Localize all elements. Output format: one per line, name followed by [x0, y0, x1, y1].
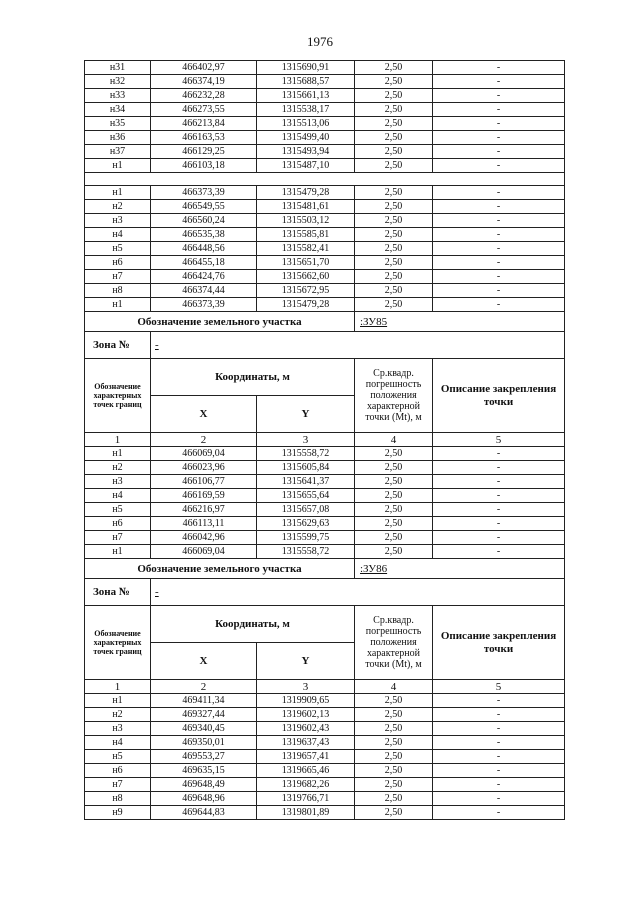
table-row [85, 228, 565, 242]
point-id-cell: н2 [85, 200, 151, 214]
description-cell: - [433, 806, 565, 820]
x-coordinate-cell: 466273,55 [151, 103, 257, 117]
point-id-cell: н7 [85, 778, 151, 792]
point-id-cell: н32 [85, 75, 151, 89]
table-row [85, 200, 565, 214]
error-cell: 2,50 [355, 61, 433, 75]
x-coordinate-cell: 466129,25 [151, 145, 257, 159]
description-cell: - [433, 242, 565, 256]
x-coordinate-cell: 466549,55 [151, 200, 257, 214]
table-row [85, 517, 565, 531]
column-number-cell: 1 [85, 680, 151, 694]
y-coordinate-cell: 1315662,60 [257, 270, 355, 284]
table-row [85, 256, 565, 270]
zone-row [85, 579, 565, 606]
table-row [85, 103, 565, 117]
header-error: Ср.квадр. погрешность положения характерной точки (Mt), м [355, 606, 433, 680]
error-cell: 2,50 [355, 694, 433, 708]
parcel-id: :ЗУ85 [355, 312, 565, 332]
error-cell: 2,50 [355, 447, 433, 461]
point-id-cell: н5 [85, 503, 151, 517]
y-coordinate-cell: 1315672,95 [257, 284, 355, 298]
table-row [85, 117, 565, 131]
error-cell: 2,50 [355, 159, 433, 173]
description-cell: - [433, 256, 565, 270]
table-row [85, 722, 565, 736]
description-cell: - [433, 694, 565, 708]
x-coordinate-cell: 469644,83 [151, 806, 257, 820]
y-coordinate-cell: 1315629,63 [257, 517, 355, 531]
error-cell: 2,50 [355, 750, 433, 764]
point-id-cell: н1 [85, 545, 151, 559]
description-cell: - [433, 159, 565, 173]
column-number-cell: 1 [85, 433, 151, 447]
column-number-cell: 4 [355, 680, 433, 694]
description-cell: - [433, 145, 565, 159]
description-cell: - [433, 722, 565, 736]
table-row [85, 242, 565, 256]
error-cell: 2,50 [355, 475, 433, 489]
x-coordinate-cell: 466023,96 [151, 461, 257, 475]
parcel-label: Обозначение земельного участка [85, 312, 355, 332]
point-id-cell: н1 [85, 159, 151, 173]
parcel-label: Обозначение земельного участка [85, 559, 355, 579]
error-cell: 2,50 [355, 461, 433, 475]
error-cell: 2,50 [355, 103, 433, 117]
y-coordinate-cell: 1315605,84 [257, 461, 355, 475]
description-cell: - [433, 89, 565, 103]
point-id-cell: н3 [85, 475, 151, 489]
error-cell: 2,50 [355, 531, 433, 545]
x-coordinate-cell: 466373,39 [151, 298, 257, 312]
x-coordinate-cell: 466069,04 [151, 545, 257, 559]
error-cell: 2,50 [355, 256, 433, 270]
column-number-cell: 5 [433, 433, 565, 447]
column-numbers-row [85, 433, 565, 447]
x-coordinate-cell: 466424,76 [151, 270, 257, 284]
description-cell: - [433, 117, 565, 131]
point-id-cell: н1 [85, 694, 151, 708]
description-cell: - [433, 200, 565, 214]
description-cell: - [433, 186, 565, 200]
point-id-cell: н36 [85, 131, 151, 145]
point-id-cell: н1 [85, 186, 151, 200]
point-id-cell: н6 [85, 256, 151, 270]
y-coordinate-cell: 1315558,72 [257, 545, 355, 559]
table-row [85, 792, 565, 806]
x-coordinate-cell: 466535,38 [151, 228, 257, 242]
table-row [85, 475, 565, 489]
point-id-cell: н5 [85, 750, 151, 764]
y-coordinate-cell: 1319682,26 [257, 778, 355, 792]
description-cell: - [433, 736, 565, 750]
y-coordinate-cell: 1315585,81 [257, 228, 355, 242]
description-cell: - [433, 75, 565, 89]
y-coordinate-cell: 1315651,70 [257, 256, 355, 270]
table-row [85, 461, 565, 475]
error-cell: 2,50 [355, 517, 433, 531]
y-coordinate-cell: 1315481,61 [257, 200, 355, 214]
column-number-cell: 3 [257, 680, 355, 694]
x-coordinate-cell: 466374,19 [151, 75, 257, 89]
table-row [85, 531, 565, 545]
table-row [85, 708, 565, 722]
coordinates-table [84, 60, 565, 820]
point-id-cell: н33 [85, 89, 151, 103]
y-coordinate-cell: 1319665,46 [257, 764, 355, 778]
zone-value: - [151, 579, 565, 606]
point-id-cell: н6 [85, 764, 151, 778]
point-id-cell: н4 [85, 736, 151, 750]
zone-label: Зона № [85, 579, 151, 606]
x-coordinate-cell: 469411,34 [151, 694, 257, 708]
header-x: X [151, 643, 257, 680]
zone-value: - [151, 332, 565, 359]
x-coordinate-cell: 466042,96 [151, 531, 257, 545]
description-cell: - [433, 531, 565, 545]
x-coordinate-cell: 469635,15 [151, 764, 257, 778]
description-cell: - [433, 778, 565, 792]
y-coordinate-cell: 1319801,89 [257, 806, 355, 820]
x-coordinate-cell: 469553,27 [151, 750, 257, 764]
y-coordinate-cell: 1315479,28 [257, 298, 355, 312]
y-coordinate-cell: 1315479,28 [257, 186, 355, 200]
error-cell: 2,50 [355, 736, 433, 750]
separator-cell [85, 173, 565, 186]
error-cell: 2,50 [355, 214, 433, 228]
y-coordinate-cell: 1319602,43 [257, 722, 355, 736]
description-cell: - [433, 447, 565, 461]
x-coordinate-cell: 466448,56 [151, 242, 257, 256]
description-cell: - [433, 214, 565, 228]
error-cell: 2,50 [355, 298, 433, 312]
y-coordinate-cell: 1319909,65 [257, 694, 355, 708]
table-row [85, 778, 565, 792]
x-coordinate-cell: 466455,18 [151, 256, 257, 270]
y-coordinate-cell: 1315661,13 [257, 89, 355, 103]
y-coordinate-cell: 1319637,43 [257, 736, 355, 750]
y-coordinate-cell: 1315690,91 [257, 61, 355, 75]
x-coordinate-cell: 466169,59 [151, 489, 257, 503]
description-cell: - [433, 792, 565, 806]
y-coordinate-cell: 1319602,13 [257, 708, 355, 722]
x-coordinate-cell: 466560,24 [151, 214, 257, 228]
error-cell: 2,50 [355, 89, 433, 103]
table-row [85, 284, 565, 298]
description-cell: - [433, 461, 565, 475]
error-cell: 2,50 [355, 186, 433, 200]
y-coordinate-cell: 1315599,75 [257, 531, 355, 545]
error-cell: 2,50 [355, 228, 433, 242]
point-id-cell: н6 [85, 517, 151, 531]
table-row [85, 764, 565, 778]
header-coordinates: Координаты, м [151, 606, 355, 643]
y-coordinate-cell: 1315657,08 [257, 503, 355, 517]
description-cell: - [433, 489, 565, 503]
description-cell: - [433, 228, 565, 242]
table-header-row [85, 606, 565, 643]
y-coordinate-cell: 1315558,72 [257, 447, 355, 461]
x-coordinate-cell: 469340,45 [151, 722, 257, 736]
point-id-cell: н7 [85, 531, 151, 545]
x-coordinate-cell: 469350,01 [151, 736, 257, 750]
x-coordinate-cell: 466402,97 [151, 61, 257, 75]
error-cell: 2,50 [355, 722, 433, 736]
error-cell: 2,50 [355, 708, 433, 722]
description-cell: - [433, 503, 565, 517]
y-coordinate-cell: 1315503,12 [257, 214, 355, 228]
error-cell: 2,50 [355, 503, 433, 517]
header-y: Y [257, 643, 355, 680]
y-coordinate-cell: 1315538,17 [257, 103, 355, 117]
column-number-cell: 5 [433, 680, 565, 694]
column-number-cell: 2 [151, 680, 257, 694]
y-coordinate-cell: 1315641,37 [257, 475, 355, 489]
table-row [85, 214, 565, 228]
table-row [85, 145, 565, 159]
x-coordinate-cell: 466106,77 [151, 475, 257, 489]
point-id-cell: н37 [85, 145, 151, 159]
y-coordinate-cell: 1315582,41 [257, 242, 355, 256]
y-coordinate-cell: 1319657,41 [257, 750, 355, 764]
x-coordinate-cell: 466374,44 [151, 284, 257, 298]
header-description: Описание закрепления точки [433, 359, 565, 433]
column-number-cell: 4 [355, 433, 433, 447]
point-id-cell: н31 [85, 61, 151, 75]
table-row [85, 806, 565, 820]
header-coordinates: Координаты, м [151, 359, 355, 396]
error-cell: 2,50 [355, 545, 433, 559]
description-cell: - [433, 475, 565, 489]
y-coordinate-cell: 1315487,10 [257, 159, 355, 173]
point-id-cell: н1 [85, 298, 151, 312]
error-cell: 2,50 [355, 200, 433, 214]
description-cell: - [433, 298, 565, 312]
table-row [85, 131, 565, 145]
description-cell: - [433, 131, 565, 145]
point-id-cell: н1 [85, 447, 151, 461]
separator-row [85, 173, 565, 186]
description-cell: - [433, 270, 565, 284]
parcel-designation-row [85, 312, 565, 332]
description-cell: - [433, 103, 565, 117]
x-coordinate-cell: 466163,53 [151, 131, 257, 145]
description-cell: - [433, 708, 565, 722]
y-coordinate-cell: 1315655,64 [257, 489, 355, 503]
header-point-designation: Обозначение характерных точек границ [85, 606, 151, 680]
y-coordinate-cell: 1319766,71 [257, 792, 355, 806]
table-row [85, 61, 565, 75]
x-coordinate-cell: 469648,49 [151, 778, 257, 792]
x-coordinate-cell: 466373,39 [151, 186, 257, 200]
x-coordinate-cell: 469648,96 [151, 792, 257, 806]
column-numbers-row [85, 680, 565, 694]
error-cell: 2,50 [355, 806, 433, 820]
column-number-cell: 3 [257, 433, 355, 447]
table-row [85, 89, 565, 103]
table-row [85, 270, 565, 284]
table-row [85, 545, 565, 559]
y-coordinate-cell: 1315499,40 [257, 131, 355, 145]
point-id-cell: н8 [85, 284, 151, 298]
x-coordinate-cell: 466213,84 [151, 117, 257, 131]
table-row [85, 503, 565, 517]
page-number: 1976 [307, 34, 333, 49]
table-row [85, 694, 565, 708]
error-cell: 2,50 [355, 242, 433, 256]
table-row [85, 159, 565, 173]
description-cell: - [433, 284, 565, 298]
table-row [85, 298, 565, 312]
point-id-cell: н5 [85, 242, 151, 256]
error-cell: 2,50 [355, 117, 433, 131]
description-cell: - [433, 517, 565, 531]
x-coordinate-cell: 466216,97 [151, 503, 257, 517]
header-y: Y [257, 396, 355, 433]
parcel-id: :ЗУ86 [355, 559, 565, 579]
description-cell: - [433, 764, 565, 778]
error-cell: 2,50 [355, 270, 433, 284]
table-row [85, 447, 565, 461]
point-id-cell: н2 [85, 708, 151, 722]
header-point-designation: Обозначение характерных точек границ [85, 359, 151, 433]
point-id-cell: н34 [85, 103, 151, 117]
error-cell: 2,50 [355, 489, 433, 503]
error-cell: 2,50 [355, 75, 433, 89]
coordinates-table-sheet [84, 60, 564, 820]
point-id-cell: н9 [85, 806, 151, 820]
parcel-designation-row [85, 559, 565, 579]
x-coordinate-cell: 466069,04 [151, 447, 257, 461]
column-number-cell: 2 [151, 433, 257, 447]
table-header-row [85, 359, 565, 396]
y-coordinate-cell: 1315493,94 [257, 145, 355, 159]
point-id-cell: н7 [85, 270, 151, 284]
error-cell: 2,50 [355, 764, 433, 778]
point-id-cell: н35 [85, 117, 151, 131]
x-coordinate-cell: 466232,28 [151, 89, 257, 103]
error-cell: 2,50 [355, 792, 433, 806]
error-cell: 2,50 [355, 145, 433, 159]
point-id-cell: н2 [85, 461, 151, 475]
y-coordinate-cell: 1315513,06 [257, 117, 355, 131]
table-row [85, 736, 565, 750]
table-row [85, 186, 565, 200]
table-row [85, 75, 565, 89]
x-coordinate-cell: 469327,44 [151, 708, 257, 722]
error-cell: 2,50 [355, 778, 433, 792]
point-id-cell: н4 [85, 489, 151, 503]
x-coordinate-cell: 466113,11 [151, 517, 257, 531]
x-coordinate-cell: 466103,18 [151, 159, 257, 173]
header-error: Ср.квадр. погрешность положения характерной точки (Mt), м [355, 359, 433, 433]
y-coordinate-cell: 1315688,57 [257, 75, 355, 89]
error-cell: 2,50 [355, 284, 433, 298]
zone-row [85, 332, 565, 359]
header-description: Описание закрепления точки [433, 606, 565, 680]
zone-label: Зона № [85, 332, 151, 359]
description-cell: - [433, 545, 565, 559]
point-id-cell: н3 [85, 214, 151, 228]
point-id-cell: н8 [85, 792, 151, 806]
point-id-cell: н4 [85, 228, 151, 242]
table-row [85, 750, 565, 764]
description-cell: - [433, 61, 565, 75]
description-cell: - [433, 750, 565, 764]
table-row [85, 489, 565, 503]
header-x: X [151, 396, 257, 433]
point-id-cell: н3 [85, 722, 151, 736]
error-cell: 2,50 [355, 131, 433, 145]
